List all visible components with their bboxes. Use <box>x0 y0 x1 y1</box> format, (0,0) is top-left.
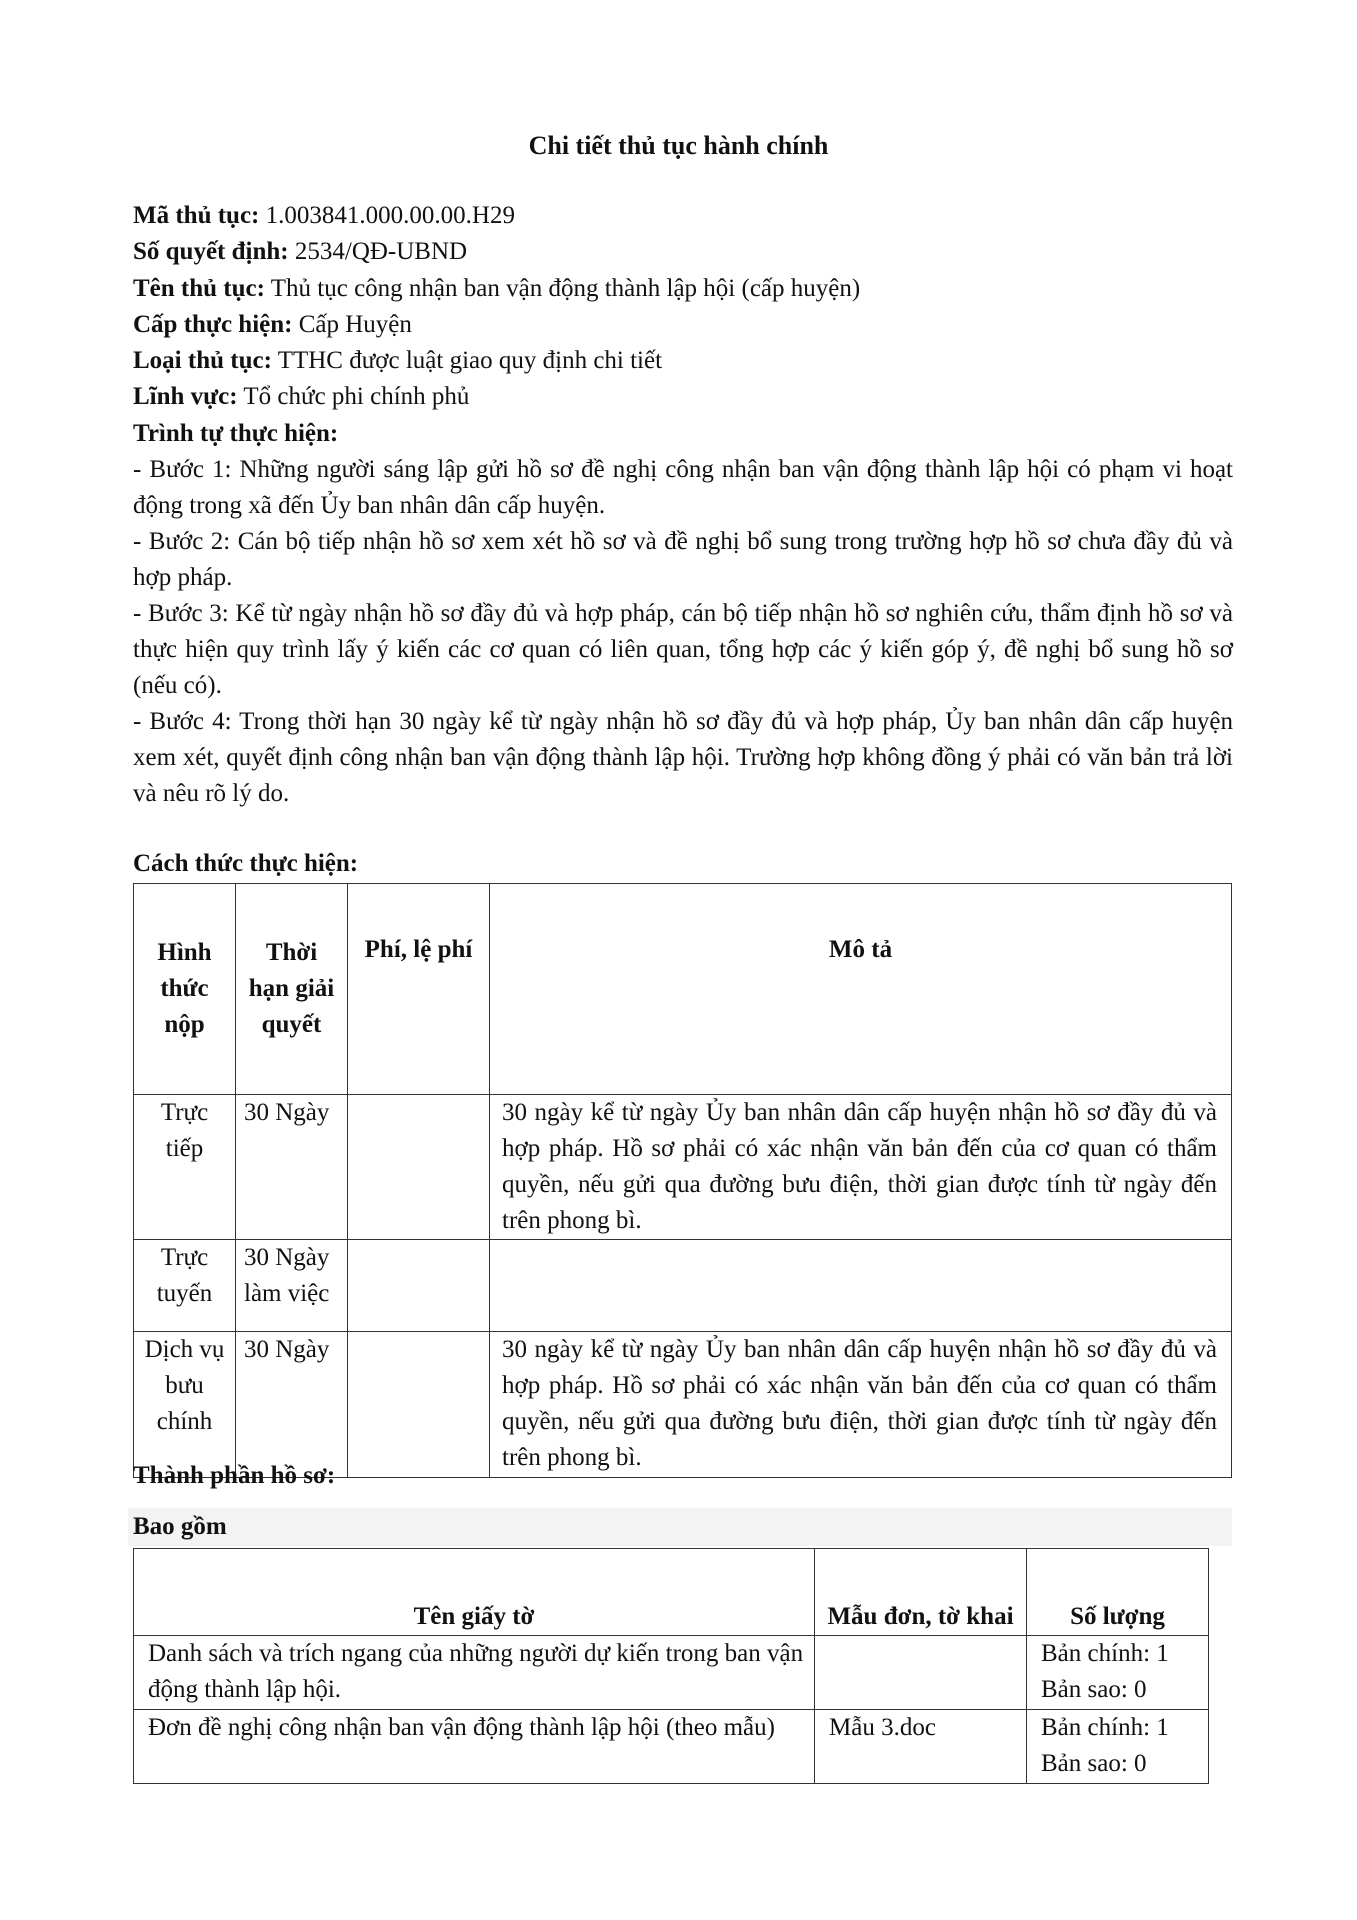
info-label: Lĩnh vực: <box>133 383 238 411</box>
cach-thuc-table <box>133 883 1232 1478</box>
info-row-ten-thu-tuc <box>133 271 1233 307</box>
cell-hinh-thuc: Trực tiếp <box>134 1095 236 1240</box>
cell-phi <box>348 1240 490 1332</box>
procedure-info <box>133 198 1233 416</box>
col-header-mau-don: Mẫu đơn, tờ khai <box>815 1549 1027 1636</box>
info-label: Loại thủ tục: <box>133 347 272 375</box>
cell-mau-don-link[interactable]: Mẫu 3.doc <box>815 1710 1027 1784</box>
cell-phi <box>348 1332 490 1478</box>
col-header-thoi-han: Thời hạn giải quyết <box>236 884 348 1095</box>
table-row <box>134 1095 1232 1240</box>
info-value: Cấp Huyện <box>292 310 412 338</box>
col-header-so-luong: Số lượng <box>1027 1549 1209 1636</box>
table-row <box>134 1710 1209 1784</box>
cell-ten-giay-to: Danh sách và trích ngang của những người dự kiến trong ban vận động thành lập hội. <box>134 1636 815 1710</box>
cell-thoi-han: 30 Ngày làm việc <box>236 1240 348 1332</box>
cell-so-luong <box>1027 1636 1209 1710</box>
cell-hinh-thuc: Dịch vụ bưu chính <box>134 1332 236 1478</box>
cell-mau-don[interactable] <box>815 1636 1027 1710</box>
cell-ten-giay-to: Đơn đề nghị công nhận ban vận động thành lập hội (theo mẫu) <box>134 1710 815 1784</box>
info-label: Tên thủ tục: <box>133 274 265 302</box>
info-value: Tổ chức phi chính phủ <box>237 383 470 411</box>
info-value: 1.003841.000.00.00.H29 <box>259 202 515 229</box>
so-luong-ban-chinh: Bản chính: 1 <box>1041 1714 1169 1741</box>
col-header-ten-giay-to: Tên giấy tờ <box>134 1549 815 1636</box>
info-label: Số quyết định: <box>133 238 289 266</box>
cell-thoi-han: 30 Ngày <box>236 1095 348 1240</box>
table-header-row <box>134 1549 1209 1636</box>
step-3: - Bước 3: Kể từ ngày nhận hồ sơ đầy đủ và hợp pháp, cán bộ tiếp nhận hồ sơ nghiên cứu, thẩm định hồ sơ và thực hiện quy trình lấy ý kiến các cơ quan có liên quan, tổng hợp các ý kiến góp ý, đề nghị bổ sung hồ sơ (nếu có). <box>133 600 1233 700</box>
so-luong-ban-sao: Bản sao: 0 <box>1041 1676 1147 1703</box>
table-row <box>134 1240 1232 1332</box>
step-2: - Bước 2: Cán bộ tiếp nhận hồ sơ xem xét hồ sơ và đề nghị bổ sung trong trường hợp hồ sơ chưa đầy đủ và hợp pháp. <box>133 528 1233 592</box>
bao-gom-subheading: Bao gồm <box>128 1508 1232 1546</box>
info-row-ma-thu-tuc <box>133 198 1233 234</box>
cell-so-luong <box>1027 1710 1209 1784</box>
so-luong-ban-sao: Bản sao: 0 <box>1041 1750 1147 1777</box>
info-value: 2534/QĐ-UBND <box>288 238 468 266</box>
cell-hinh-thuc: Trực tuyến <box>134 1240 236 1332</box>
table-header-row <box>134 884 1232 1095</box>
cach-thuc-heading: Cách thức thực hiện: <box>133 850 359 877</box>
info-label: Mã thủ tục: <box>133 202 260 229</box>
step-4: - Bước 4: Trong thời hạn 30 ngày kể từ ngày nhận hồ sơ đầy đủ và hợp pháp, Ủy ban nhân dân cấp huyện xem xét, quyết định công nhận ban vận động thành lập hội. Trường hợp không đồng ý phải có văn bản trả lời và nêu rõ lý do. <box>133 708 1233 808</box>
page-title: Chi tiết thủ tục hành chính <box>528 131 829 160</box>
info-row-loai-thu-tuc <box>133 343 1233 379</box>
thanh-phan-table <box>133 1548 1209 1784</box>
step-1: - Bước 1: Những người sáng lập gửi hồ sơ đề nghị công nhận ban vận động thành lập hội có phạm vi hoạt động trong xã đến Ủy ban nhân dân cấp huyện. <box>133 456 1233 520</box>
table-row <box>134 1636 1209 1710</box>
cell-mo-ta: 30 ngày kể từ ngày Ủy ban nhân dân cấp huyện nhận hồ sơ đầy đủ và hợp pháp. Hồ sơ phải có xác nhận văn bản đến của cơ quan có thẩm quyền, nếu gửi qua đường bưu điện, thời gian được tính từ ngày đến trên phong bì. <box>490 1332 1232 1478</box>
steps-section <box>133 416 1233 812</box>
info-label: Cấp thực hiện: <box>133 310 293 338</box>
cell-mo-ta: 30 ngày kể từ ngày Ủy ban nhân dân cấp huyện nhận hồ sơ đầy đủ và hợp pháp. Hồ sơ phải có xác nhận văn bản đến của cơ quan có thẩm quyền, nếu gửi qua đường bưu điện, thời gian được tính từ ngày đến trên phong bì. <box>490 1095 1232 1240</box>
table-row <box>134 1332 1232 1478</box>
info-value: Thủ tục công nhận ban vận động thành lập hội (cấp huyện) <box>264 274 861 302</box>
col-header-hinh-thuc: Hình thức nộp <box>134 884 236 1095</box>
cell-mo-ta <box>490 1240 1232 1332</box>
info-row-linh-vuc <box>133 379 1233 415</box>
info-value: TTHC được luật giao quy định chi tiết <box>271 347 663 375</box>
col-header-phi: Phí, lệ phí <box>348 884 490 1095</box>
info-row-so-quyet-dinh <box>133 234 1233 270</box>
col-header-mo-ta: Mô tả <box>490 884 1232 1095</box>
thanh-phan-heading: Thành phần hồ sơ: <box>133 1462 336 1489</box>
cell-thoi-han: 30 Ngày <box>236 1332 348 1478</box>
steps-heading: Trình tự thực hiện: <box>133 420 339 447</box>
so-luong-ban-chinh: Bản chính: 1 <box>1041 1640 1169 1667</box>
cell-phi <box>348 1095 490 1240</box>
info-row-cap-thuc-hien <box>133 307 1233 343</box>
